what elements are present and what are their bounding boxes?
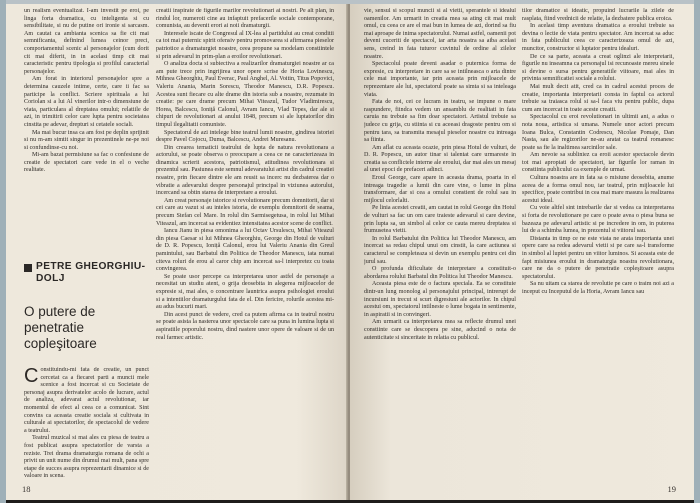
- left-col1-text: [24, 8, 149, 246]
- drop-cap: C: [24, 367, 39, 387]
- paragraph: Am forat in interiorul personajelor spre a determina cauzele intime, certe, care ii fac sa participe la conflict. Scriere spirituala a lui Coriolan si a lui Al vinerilor intr-o dimensiune de viata, particulara al dreptatea omului; relatiile de azi, in trimitirii celor care lupta pentru societatea cinstita pe adevar, drepturi si cetatele sociali.: [24, 76, 149, 128]
- author-heading: [24, 261, 149, 287]
- paragraph: Din crearea tematicii teatrului de lupta de natura revolutionara a actorului, se poate observa o preocupare a ceea ce ne caracterizeaza in dinamica scrierii acestora, patriotismul, atitudinea revolutionara si prezentul sau. Pasiunea este semnul adevaratului artist din cadrul creatiei noastre, prin fiecare dintre ele am reusit sa incerc nu dezbaterea dar o vibratie a adevarului despre personajul principal in viziunea autorului, incercand sa obtin starea de interpretare a eroului.: [156, 144, 334, 197]
- paragraph: Teatrul muzical si mai ales cu piesa de teatru a fost publicat asupra spectatorilor de varsta a reziste. Trei drama dramaturgia romana de ochi a privit un unit nume din drumul mai mult, pana spre etape de succes asupra reprezentarii dinamice si de valoare in scena.: [24, 435, 149, 479]
- right-col2-text: [522, 8, 674, 488]
- paragraph: tilor dramatice si ideatic, propuind lucrarile la zilele de rasplata, fiind vrednicii de relatie, la dezbatere publica eroica.: [522, 8, 674, 22]
- right-page: [350, 4, 694, 500]
- paragraph: Spectacolul cu eroi revolutionari in ultimii ani, a adus o nota noua, artistica si umana. Numele unor actori precum Ioana Bulca, Constantin Codrescu, Nicolae Pomaje, Dan Nasta, sau ale regizorilor ne-au aratat ca teatrul romanesc poate sa fie la inaltimea sarcinilor sale.: [522, 114, 674, 151]
- paragraph: Am creat personaje istorice si revolutionare precum domnitorii, dar si cei care au vazut si au inteles istoria, de exemplu domnitorii de seama, precum Stefan cel Mare. In rolul din Sarmisegetusa, in rolul lui Mihai Viteazul, am incercat sa evidentiez intensitatea acestor scene de conflict.: [156, 197, 334, 227]
- right-col1-text: [364, 8, 516, 488]
- paragraph: In acelasi timp aventura dramatica a eroului trebuie sa devina o lectie de viata pentru spectator. Am incercat sa aduc in fata publicului ceea ce caracterizeaza omul de azi, muncitor, constructor si luptator pentru idealuri.: [522, 23, 674, 52]
- paragraph: O profunda dificultate de interpretare a constituit-o abordarea rolului Barbatul din Politica lui Theodor Manescu.: [364, 266, 516, 280]
- paragraph: Din acest punct de vedere, cred ca putem afirma ca in teatrul nostru se poate asista la nasterea unor spectacole care sa puna in lumina lupta si aspiratiile poporului nostru, dind nastere unor opere de valoare si de un real farmec artistic.: [156, 311, 334, 341]
- paragraph: In rolul Barbatului din Politica lui Theodor Manescu, am incercat sa redau chipul unui om cinstit, la care actiunea si caracterul se completeaza si devin un exemplu pentru cei din jurul sau.: [364, 235, 516, 265]
- paragraph: Cu voie altfel sint intrebarile dar si vedea ca interpretarea si forta de revolutionare pe care o poate avea o piesa buna se bazeaza pe adevarul artistic si pe incredere in om, in puterea lui de a schimba lumea, in prezentul si viitorul sau.: [522, 205, 674, 235]
- paragraph: Am urmarit ca interpretarea mea sa reflecte drumul unei constiinte care se descopera pe sine, aducind o nota de autenticitate si sinceritate in relatia cu publicul.: [364, 319, 516, 341]
- paragraph: Se poate usor percepe ca interpretarea unor astfel de personaje a necesitat un studiu atent, o grija deosebita in alegerea mijloacelor de expresie si, mai ales, o concentrare launtrica asupra psihologiei eroului si a intentiilor dramaturgului fata de el. Din fericire, rolurile acestea mi-au adus bucurii mari.: [156, 273, 334, 311]
- left-page: [6, 4, 348, 500]
- paragraph: Pe linia acestei creatii, am cautat in rolul George din Hotul de vulturi sa fac un om care traieste adevarul si care devine, prin lupta sa, un simbol al celor ce cauta mereu dreptatea si frumusetea vietii.: [364, 205, 516, 235]
- paragraph: Fata de noi, cei ce lucram in teatru, se impune o mare raspundere, fiindca vedem un ansamblu de realitati in fata caruia nu trebuie sa fim doar spectatori. Artistul trebuie sa judece cu grija, cu stiinta si cu aceeasi dragoste pentru om si pentru tara, sa transmita mesajul pieselor noastre cu intreaga sa fiinta.: [364, 99, 516, 144]
- paragraph: Mi-am bazat permisiune sa fac o confesiune de creatie de spectatori care vede in el o veche realitate.: [24, 152, 149, 174]
- page-number-right: 19: [667, 484, 676, 494]
- left-col2-text: [156, 8, 334, 462]
- paragraph: Spectacolul poate deveni asadar o puternica forma de expresie, cu interpretare in care sa se intilneasca o arta dintre cele mai importante, iar prin aceasta prin mijloacele de reprezentare ale lui, spectatorul poate sa simta si sa inteleaga viata.: [364, 61, 516, 98]
- paragraph: Constituindu-mi fata de creatie, un punct cercetat ca a fiecarei parti a muncii mele scenice a fost incercat si cu Societate de personaj asupra derivatelor acolo de lucrare, actul de analiza, adevarat actul revolutionar, iar momentul de efect al ceea ce a comunicat. Sint convins ca aceasta creatie sociala si cultivata in culturale ai spectatorilor, de spectacolul de vedere a teatrului.: [24, 367, 149, 434]
- author-name: PETRE GHEORGHIU-DOLJ: [36, 261, 146, 284]
- paragraph: O analiza docta si subiectiva a realizarilor dramaturgiei noastre ar ca am pute trece prin ingrijirea unor opere scrise de Horia Lovinescu, Mihnea Gheorghiu, Paul Everac, Paul Anghel, Al. Voitin, Titus Popovici, Valeriu Anania, Marin Sorescu, Theodor Manescu, D.R. Popescu. Acestea sunt fiecare cu alte drame din istoria sub a noastre, rezumate in creatie: pe care drame precum Mihai Viteazul, Tudor Vladimirescu, Horea, Balcescu, Ioniță Calonul, Avram Iancu, Vlad Tepes, dar ale si chipuri de revolutionari ai anului 1848, precum si ale luptatorilor din timpul ilegalitatii comuniste.: [156, 61, 334, 128]
- section-marker-icon: [24, 264, 32, 272]
- paragraph: Am nevoie sa subliniez ca eroii acestor spectacole devin tot mai apropiati de spectatori, iar figurile lor raman in constiinta publicului ca exemple de urmat.: [522, 152, 674, 174]
- paragraph: vie, sensul si scopul muncii si al vietii, sperantele si idealul oamenilor. Am urmarit in creatia mea sa ating cit mai mult omul, cu ceea ce are el mai bun in lumea de azi, dorind sa fiu mai aproape de inima spectatorului. Numai astfel, oamenii pot deveni cuceriti de spectacol, iar arta noastra sa aiba acelasi sens, creind in fata tuturor cuvintul de ordine al zilelor noastre.: [364, 8, 516, 60]
- paragraph: Ma mai bucur insa ca am fost pe deplin sprijinit si nu m-am simtit singur in prezentinele ne-pe noi si confundinse-cu noi.: [24, 129, 149, 151]
- book-cover-right: [694, 0, 700, 503]
- paragraph: Cultura noastra are in fata sa o misiune deosebita, anume aceea de a forma omul nou, iar teatrul, prin mijloacele lui specifice, poate contribui in cea mai mare masura la realizarea acestui ideal.: [522, 175, 674, 204]
- paragraph: Eroul George, care apare in aceasta drama, poarta in el intreaga tragedie a lumii din care vine, o lume in plina transformare, dar si cea a omului constient de rolul sau in mijlocul celorlalti.: [364, 175, 516, 204]
- paragraph: Sa nu uitam ca starea de revolutie pe care o traim noi azi a inceput cu Inceputul de la Horia, Avram Iancu sau: [522, 281, 674, 295]
- paragraph: creatii inspirate de figurile marilor revolutionari ai nostri. Pe alt plan, in rindul lor, numeroti cine au infaptuit prefacerile sociale contemporane, comunista, au devenit erori ai noii dramaturgii.: [156, 8, 334, 30]
- paragraph: De ce sa parte, aceasta a creat oglinzi ale interpretarii, figurile nu inseamna ca personajul isi recunoaste mereu sinele si devine o sursa pentru generatiile viitoare, mai ales in privinta semnificatiei sociale a rolului.: [522, 53, 674, 83]
- paragraph: Interesele iscate de Congresul al IX-lea al partidului au creat conditii ca tot mai puternic spirit ofensiv pentru promovarea si afirmarea pieselor patriotice a dramaturgiei noastre, ceea propune sa modelam constiintele si prin adevarul in prim-plan a eroilor revolutionari.: [156, 30, 334, 60]
- left-col1-article-text: [24, 367, 149, 479]
- paragraph: Aceasta piesa este de o factura speciala. Ea se constituie dintr-un lung monolog al personajului principal, intrerupt de incursiuni in trecut si scurt digresiuni ale actorilor. In chipul acestui om, spectatorul intilneste o lume bogata in sentimente, in aspiratii si in convingeri.: [364, 281, 516, 318]
- paragraph: Am aflat cu aceasta ocazie, prin piesa Hotul de vulturi, de D. R. Popescu, un autor tinar si talentat care urmareste in creatia sa conflictele interne ale eroului, dar mai ales un mesaj al unei epoci de prefaceri adinci.: [364, 144, 516, 174]
- article-title: O putere de penetratie copleşitoare: [24, 304, 97, 351]
- paragraph: Spectatorul de azi intelege bine teatrul lumii noastre, gindirea istoriei despre Pavel Cojocu, Duma, Balcescu, Andrei Muresanu.: [156, 129, 334, 144]
- page-number-left: 18: [22, 484, 31, 494]
- paragraph: un realism eventualizat. I-am investit pe eroi, pe linga forta dramatica, cu inteligenta si cu sensibilitate, si nu de putine ori ironie si sarcasm. Am cautat ca ambianta scenica sa fie cit mai semnificanta, definind lumea ceinor preci, comportamentul scenic al personajelor (cum dorit cit mai diferit, in in acelasi timp cit mai caracteristic pentru tipologia si profilul caracterial personajelor.: [24, 8, 149, 75]
- paragraph: Mai mult decit atit, cred ca in cadrul acestui proces de creatie, importanta interpretarii consta in faptul ca actorul trebuie sa traiasca rolul si sa-l faca viu pentru public, dupa cum am incercat in toate aceste creatii.: [522, 83, 674, 113]
- paragraph: Distanta in timp ce ne este viata ne arata importanta unei opere care sa redea adevarul vietii si pe care sa-l transforme in simbol al luptei pentru un viitor luminos. Si aceasta este de fapt misiunea eroului in dramaturgia noastra revolutionara, care ne da o putere de penetratie copleşitoare asupra spectatorului.: [522, 235, 674, 280]
- paragraph: Iancu Jianu in piesa omonima a lui Octav Ursulescu, Mihai Viteazul din piesa Caesar si lui Mihnea Gheorghiu, George din Hotul de vulturi de D. R. Popescu, Ioniță Calonul, erou lui Valeriu Anania din Greul pamintului, sau Barbatul din Politica de Theodor Manescu, iata numai citeva roluri de erou al caror chip am incercat sa-l interpretez cu toata convingerea.: [156, 228, 334, 273]
